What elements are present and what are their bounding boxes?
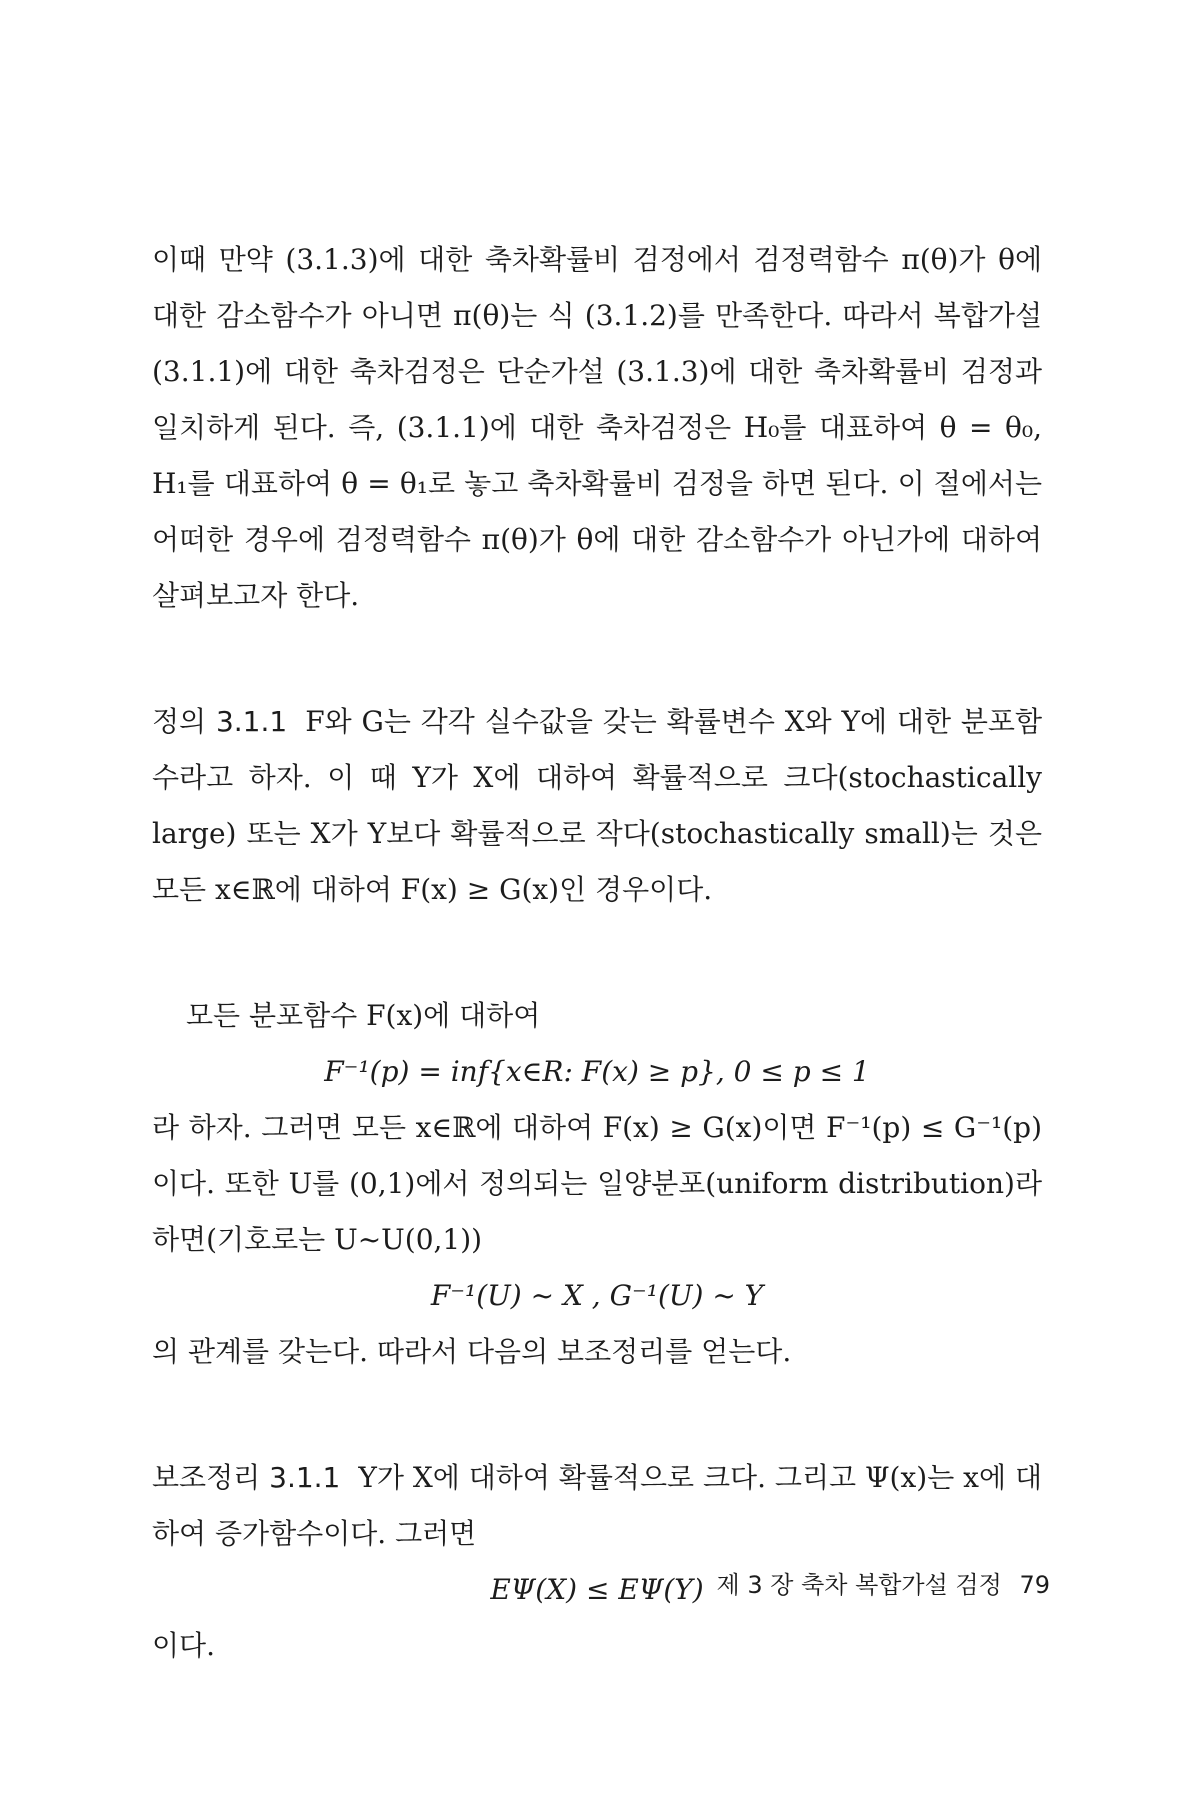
- lemma-equation: EΨ(X) ≤ EΨ(Y): [490, 1573, 704, 1606]
- definition-text: F와 G는 각각 실수값을 갖는 확률변수 X와 Y에 대한 분포함수라고 하자. 이 때 Y가 X에 대하여 확률적으로 크다(stochastically large) 또는 X가 Y보다 확률적으로 작다(stochastically small)는 것은 모든 x∈ℝ에 대하여 F(x) ≥ G(x)인 경우이다.: [152, 705, 1042, 906]
- page-footer: [660, 1565, 1050, 1600]
- lemma-end: 이다.: [152, 1629, 215, 1662]
- definition-block: [152, 694, 1042, 918]
- chapter-title: 제 3 장 축차 복합가설 검정: [716, 1571, 1002, 1599]
- definition-label: 정의 3.1.1: [152, 705, 288, 738]
- lemma-block: [152, 1450, 1042, 1562]
- lemma-text: Y가 X에 대하여 확률적으로 크다. 그리고 Ψ(x)는 x에 대하여 증가함수이다. 그러면: [152, 1461, 1042, 1550]
- lemma-label: 보조정리 3.1.1: [152, 1461, 341, 1494]
- body-text: [152, 232, 1042, 1674]
- quantile-intro: 모든 분포함수 F(x)에 대하여: [186, 999, 541, 1032]
- quantile-text: 라 하자. 그러면 모든 x∈ℝ에 대하여 F(x) ≥ G(x)이면 F⁻¹(p) ≤ G⁻¹(p)이다. 또한 U를 (0,1)에서 정의되는 일양분포(uniform distribution)라 하면(기호로는 U~U(0,1)): [152, 1111, 1042, 1256]
- page-number: 79: [1019, 1571, 1050, 1599]
- relation-text: 의 관계를 갖는다. 따라서 다음의 보조정리를 얻는다.: [152, 1335, 792, 1368]
- relation-equation: F⁻¹(U) ~ X , G⁻¹(U) ~ Y: [430, 1279, 764, 1312]
- intro-paragraph: 이때 만약 (3.1.3)에 대한 축차확률비 검정에서 검정력함수 π(θ)가 θ에 대한 감소함수가 아니면 π(θ)는 식 (3.1.2)를 만족한다. 따라서 복합가설 (3.1.1)에 대한 축차검정은 단순가설 (3.1.3)에 대한 축차확률비 검정과 일치하게 된다. 즉, (3.1.1)에 대한 축차검정은 H₀를 대표하여 θ = θ₀, H₁를 대표하여 θ = θ₁로 놓고 축차확률비 검정을 하면 된다. 이 절에서는 어떠한 경우에 검정력함수 π(θ)가 θ에 대한 감소함수가 아닌가에 대하여 살펴보고자 한다.: [152, 243, 1042, 612]
- quantile-equation: F⁻¹(p) = inf{x∈R: F(x) ≥ p}, 0 ≤ p ≤ 1: [324, 1055, 870, 1088]
